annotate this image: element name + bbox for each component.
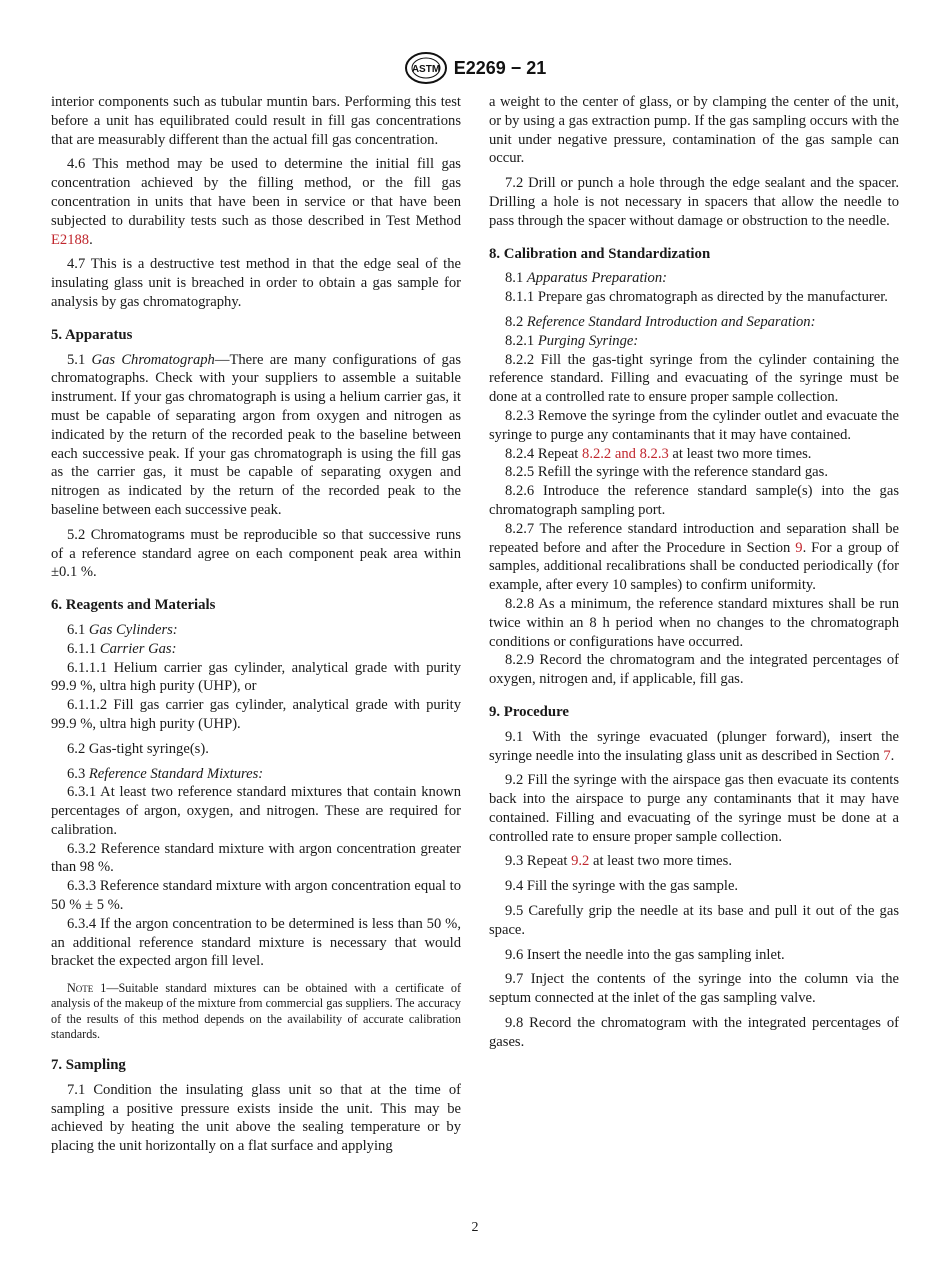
- paragraph-6-1-1-1: 6.1.1.1 Helium carrier gas cylinder, analytical grade with purity 99.9 %, ultra high purity (UHP), or: [51, 659, 461, 695]
- paragraph-9-8: 9.8 Record the chromatogram with the integrated percentages of gases.: [489, 1015, 899, 1050]
- document-designation: E2269 − 21: [453, 57, 547, 78]
- page-number: 2: [471, 1220, 479, 1235]
- paragraph-8-2-9: 8.2.9 Record the chromatogram and the integrated percentages of oxygen, nitrogen and, if applicable, fill gas.: [489, 652, 899, 688]
- note-1: Note 1—Suitable standard mixtures can be obtained with a certificate of analysis of the makeup of the mixture from commercial gas suppliers. The accuracy of the results of this method depends on the availability of accurate calibration standards.: [51, 981, 461, 1041]
- link-section-7[interactable]: 7: [883, 747, 891, 764]
- astm-logo-icon: [404, 51, 448, 85]
- paragraph-5-2: 5.2 Chromatograms must be reproducible so that successive runs of a reference standard agree on each component peak area within ±0.1 %.: [51, 526, 461, 581]
- section-heading-reagents: 6. Reagents and Materials: [51, 597, 216, 614]
- paragraph-8-1: 8.1 Apparatus Preparation:: [505, 270, 668, 287]
- paragraph-8-2-1: 8.2.1 Purging Syringe:: [505, 332, 639, 349]
- paragraph-8-2-5: 8.2.5 Refill the syringe with the reference standard gas.: [505, 464, 828, 481]
- paragraph-9-3: 9.3 Repeat 9.2 at least two more times.: [505, 853, 732, 870]
- paragraph-7-2: 7.2 Drill or punch a hole through the edge sealant and the spacer. Drilling a hole is not necessary in spacers that allow the needle to pass through the spacer without damage or obstruction to the needle.: [489, 175, 899, 229]
- paragraph-9-6: 9.6 Insert the needle into the gas sampling inlet.: [505, 946, 785, 963]
- section-heading-procedure: 9. Procedure: [489, 703, 569, 720]
- paragraph-6-2: 6.2 Gas-tight syringe(s).: [67, 740, 209, 757]
- paragraph-8-2-8: 8.2.8 As a minimum, the reference standard mixtures shall be run twice within an 8 h period when no changes to the chromatograph conditions or configurations have occurred.: [489, 595, 899, 650]
- paragraph-8-2-6: 8.2.6 Introduce the reference standard sample(s) into the gas chromatograph sampling port.: [489, 483, 899, 518]
- left-column: [51, 93, 461, 1162]
- paragraph-6-1: 6.1 Gas Cylinders:: [67, 621, 178, 638]
- paragraph-6-1-1-2: 6.1.1.2 Fill gas carrier gas cylinder, analytical grade with purity 99.9 %, ultra high purity (UHP).: [51, 697, 461, 732]
- paragraph-9-1: 9.1 With the syringe evacuated (plunger forward), insert the syringe needle into the insulating glass unit as described in Section 7.: [489, 728, 899, 764]
- paragraph-6-3: 6.3 Reference Standard Mixtures:: [67, 765, 264, 782]
- paragraph-8-2: 8.2 Reference Standard Introduction and Separation:: [505, 313, 816, 330]
- paragraph-9-4: 9.4 Fill the syringe with the gas sample.: [505, 878, 739, 895]
- section-heading-apparatus: 5. Apparatus: [51, 326, 133, 343]
- paragraph-6-3-2: 6.3.2 Reference standard mixture with argon concentration greater than 98 %.: [51, 840, 461, 876]
- link-e2188[interactable]: E2188: [51, 231, 90, 248]
- section-heading-sampling: 7. Sampling: [51, 1057, 126, 1074]
- paragraph-8-2-3: 8.2.3 Remove the syringe from the cylinder outlet and evacuate the syringe to purge any contaminants that it may have contained.: [489, 407, 899, 443]
- paragraph-8-1-1: 8.1.1 Prepare gas chromatograph as directed by the manufacturer.: [505, 289, 888, 306]
- paragraph-4-5-continued: interior components such as tubular muntin bars. Performing this test before a unit has equilibrated could result in fill gas concentrations that are measurably different than the actual fill gas concentration.: [51, 94, 461, 148]
- paragraph-7-1: 7.1 Condition the insulating glass unit so that at the time of sampling a positive pressure exists inside the unit. This may be achieved by heating the unit above the sealing temperature or by placing the unit horizontally on a flat surface and applying: [51, 1081, 461, 1155]
- paragraph-4-7: 4.7 This is a destructive test method in that the edge seal of the insulating glass unit is breached in order to obtain a gas sample for analysis by gas chromatography.: [51, 256, 461, 310]
- paragraph-9-5: 9.5 Carefully grip the needle at its base and pull it out of the gas space.: [489, 903, 899, 938]
- paragraph-8-2-7: 8.2.7 The reference standard introduction and separation shall be repeated before and after the Procedure in Section 9. For a group of samples, additional recalibrations shall be conducted periodically (for example, after every 10 samples) to confirm uniformity.: [489, 520, 899, 594]
- paragraph-6-3-3: 6.3.3 Reference standard mixture with argon concentration equal to 50 % ± 5 %.: [51, 878, 461, 914]
- page-header: [0, 50, 950, 86]
- link-8-2-2-and-8-2-3[interactable]: 8.2.2 and 8.2.3: [582, 445, 669, 462]
- svg-text:ASTM: ASTM: [411, 64, 440, 75]
- paragraph-8-2-2: 8.2.2 Fill the gas-tight syringe from the cylinder containing the reference standard. Filling and evacuating of the syringe must be done at a controlled rate to ensure proper sample collection.: [489, 351, 899, 406]
- paragraph-8-2-4: 8.2.4 Repeat 8.2.2 and 8.2.3 at least two more times.: [505, 445, 812, 462]
- paragraph-6-1-1: 6.1.1 Carrier Gas:: [67, 640, 177, 657]
- right-column: [489, 93, 899, 1058]
- paragraph-6-3-1: 6.3.1 At least two reference standard mixtures that contain known percentages of argon, oxygen, and nitrogen. These are required for calibration.: [51, 784, 461, 838]
- section-heading-calibration: 8. Calibration and Standardization: [489, 245, 711, 262]
- paragraph-4-6: 4.6 This method may be used to determine the initial fill gas concentration achieved by the filling method, or the fill gas concentration in units that have been in service or that have been subjected to durability tests such as those described in Test Method E2188.: [51, 156, 461, 248]
- paragraph-5-1: 5.1 Gas Chromatograph—There are many configurations of gas chromatographs. Check with your suppliers to assemble a suitable instrument. If your gas chromatograph is using a helium carrier gas, it must be capable of separating argon from oxygen and nitrogen as indicated by the return of the recorded peak to the baseline between each successive peak. If your gas chromatograph is using the fill gas as the carrier gas, it must be capable of separating oxygen and nitrogen as indicated by the return of the recorded peak to the baseline between each successive peak.: [51, 351, 462, 518]
- link-section-9[interactable]: 9: [795, 539, 803, 556]
- paragraph-6-3-4: 6.3.4 If the argon concentration to be determined is less than 50 %, an additional reference standard mixture is necessary that would bracket the expected argon fill level.: [51, 915, 461, 970]
- link-9-2[interactable]: 9.2: [571, 853, 590, 870]
- paragraph-9-2: 9.2 Fill the syringe with the airspace gas then evacuate its contents back into the airspace to purge any contaminants that it may have contained. Filling and evacuating of the syringe must be done at a controlled rate to ensure proper sample collection.: [489, 772, 899, 845]
- paragraph-9-7: 9.7 Inject the contents of the syringe into the column via the septum connected at the inlet of the gas sampling valve.: [489, 971, 899, 1007]
- paragraph-7-1-continued: a weight to the center of glass, or by clamping the center of the unit, or by using a gas extraction pump. If the gas sampling occurs with the unit under negative pressure, contamination of the gas sample can occur.: [489, 94, 899, 167]
